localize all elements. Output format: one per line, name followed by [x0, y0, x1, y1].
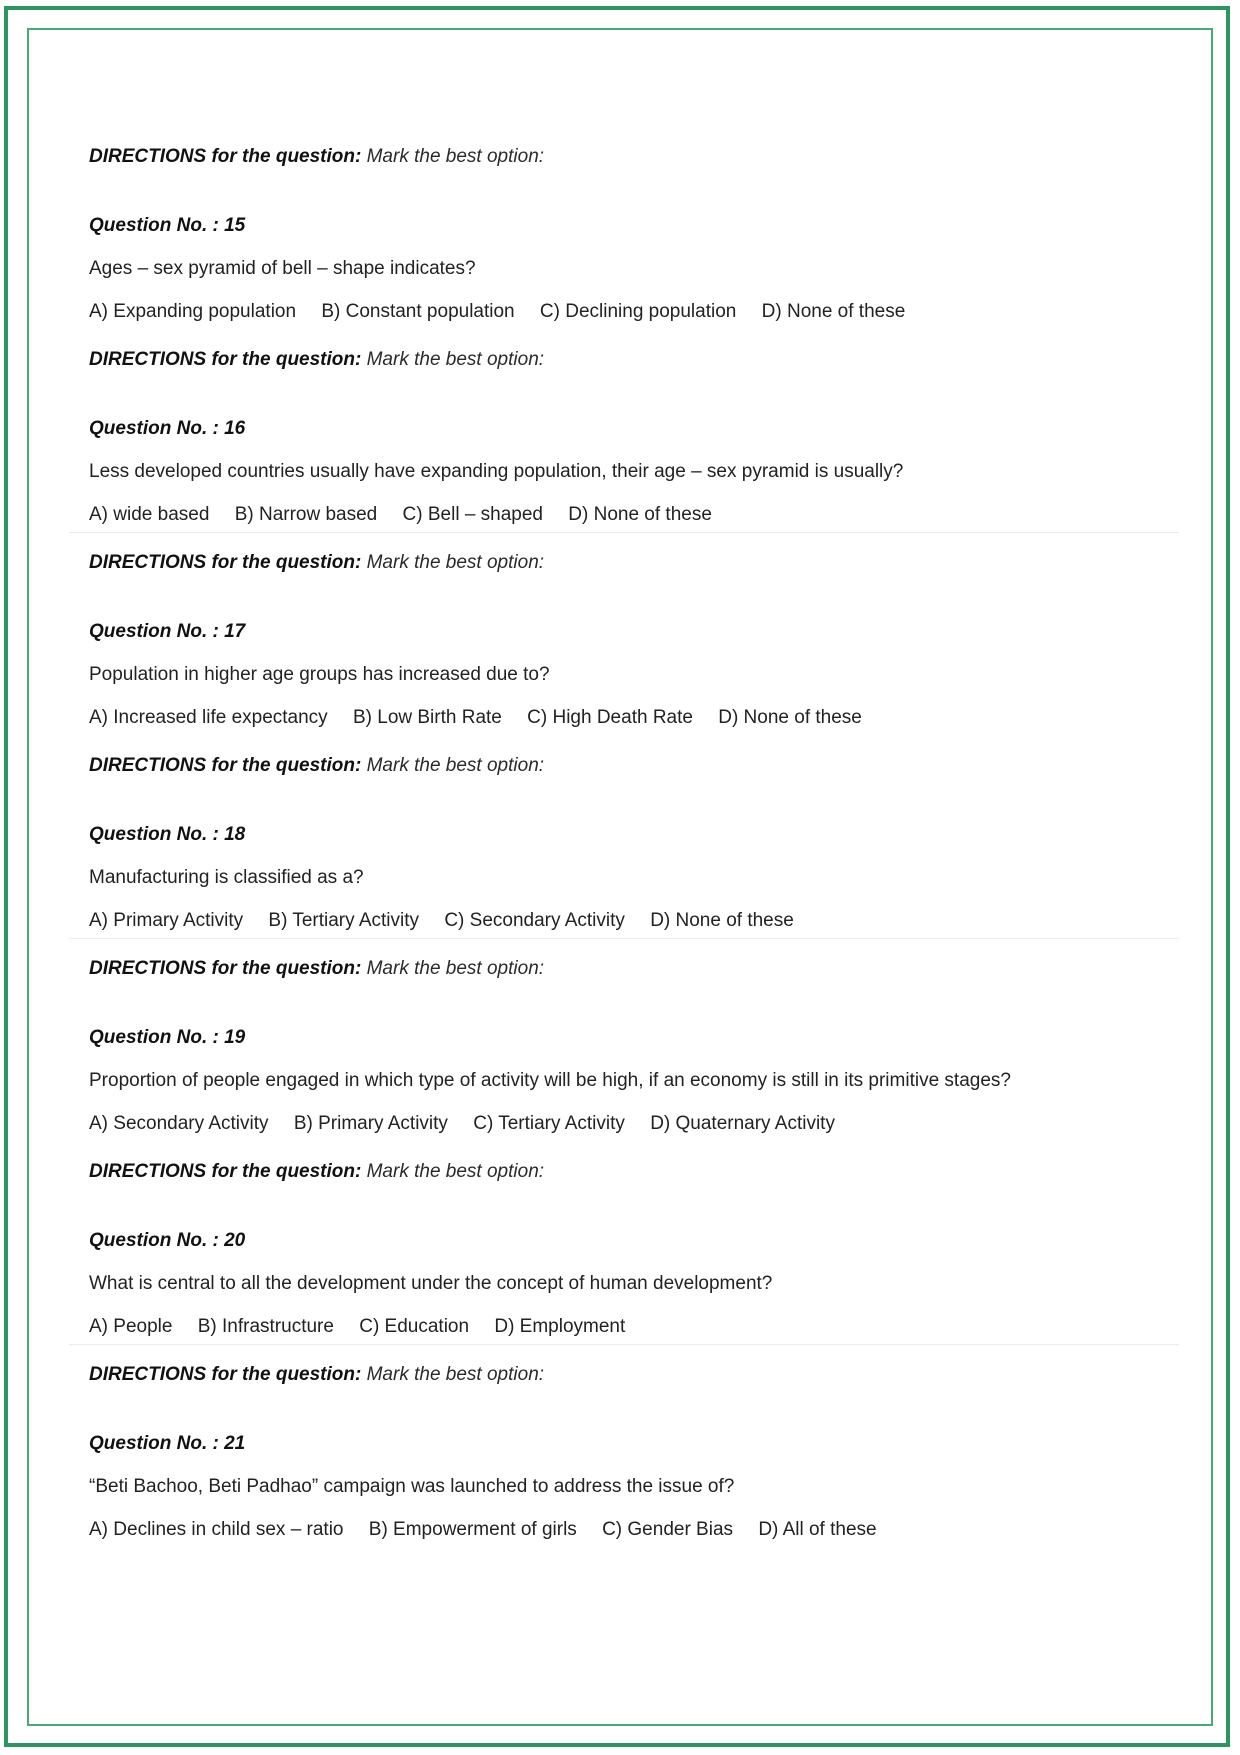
option-b[interactable]: B) Infrastructure — [197, 1316, 334, 1337]
question-text: Population in higher age groups has increased due to? — [89, 664, 550, 685]
divider — [69, 938, 1179, 939]
question-number: Question No. : 15 — [89, 215, 246, 236]
option-d[interactable]: D) None of these — [650, 910, 794, 931]
option-a[interactable]: A) wide based — [89, 504, 210, 525]
option-a[interactable]: A) Increased life expectancy — [89, 707, 328, 728]
option-b[interactable]: B) Low Birth Rate — [352, 707, 502, 728]
question-text: Proportion of people engaged in which type of activity will be high, if an economy is still in its primitive stages? — [89, 1070, 1011, 1091]
option-a[interactable]: A) Primary Activity — [89, 910, 244, 931]
option-d[interactable]: D) None of these — [568, 504, 712, 525]
option-d[interactable]: D) Employment — [494, 1316, 626, 1337]
options-row — [89, 504, 732, 526]
question-text: Less developed countries usually have expanding population, their age – sex pyramid is usually? — [89, 461, 904, 482]
option-b[interactable]: B) Tertiary Activity — [268, 910, 420, 931]
option-d[interactable]: D) All of these — [758, 1519, 877, 1540]
question-text: Manufacturing is classified as a? — [89, 867, 364, 888]
directions: DIRECTIONS for the question: Mark the best option: — [89, 958, 545, 979]
question-number: Question No. : 17 — [89, 621, 246, 642]
option-a[interactable]: A) Declines in child sex – ratio — [89, 1519, 344, 1540]
directions: DIRECTIONS for the question: Mark the best option: — [89, 552, 545, 573]
question-number: Question No. : 19 — [89, 1027, 246, 1048]
option-c[interactable]: C) Gender Bias — [602, 1519, 734, 1540]
option-d[interactable]: D) Quaternary Activity — [650, 1113, 835, 1134]
directions: DIRECTIONS for the question: Mark the best option: — [89, 146, 545, 167]
question-number: Question No. : 21 — [89, 1433, 246, 1454]
options-row — [89, 707, 882, 729]
option-a[interactable]: A) People — [89, 1316, 173, 1337]
question-text: “Beti Bachoo, Beti Padhao” campaign was launched to address the issue of? — [89, 1476, 735, 1497]
option-c[interactable]: C) High Death Rate — [527, 707, 693, 728]
option-b[interactable]: B) Narrow based — [234, 504, 378, 525]
option-d[interactable]: D) None of these — [718, 707, 862, 728]
divider — [69, 1344, 1179, 1345]
options-row — [89, 1316, 645, 1338]
options-row — [89, 1519, 897, 1541]
question-text: What is central to all the development under the concept of human development? — [89, 1273, 773, 1294]
question-number: Question No. : 16 — [89, 418, 246, 439]
question-number: Question No. : 18 — [89, 824, 246, 845]
option-b[interactable]: B) Constant population — [321, 301, 515, 322]
directions: DIRECTIONS for the question: Mark the best option: — [89, 755, 545, 776]
directions: DIRECTIONS for the question: Mark the best option: — [89, 1161, 545, 1182]
options-row — [89, 1113, 855, 1135]
option-c[interactable]: C) Secondary Activity — [444, 910, 625, 931]
option-a[interactable]: A) Secondary Activity — [89, 1113, 269, 1134]
directions: DIRECTIONS for the question: Mark the best option: — [89, 349, 545, 370]
option-c[interactable]: C) Bell – shaped — [402, 504, 543, 525]
options-row — [89, 910, 814, 932]
directions: DIRECTIONS for the question: Mark the best option: — [89, 1364, 545, 1385]
question-number: Question No. : 20 — [89, 1230, 246, 1251]
option-b[interactable]: B) Empowerment of girls — [368, 1519, 577, 1540]
option-c[interactable]: C) Tertiary Activity — [473, 1113, 625, 1134]
option-d[interactable]: D) None of these — [761, 301, 906, 322]
option-c[interactable]: C) Education — [359, 1316, 470, 1337]
option-a[interactable]: A) Expanding population — [89, 301, 297, 322]
question-text: Ages – sex pyramid of bell – shape indicates? — [89, 258, 476, 279]
option-b[interactable]: B) Primary Activity — [293, 1113, 448, 1134]
option-c[interactable]: C) Declining population — [539, 301, 737, 322]
options-row — [89, 301, 925, 323]
divider — [69, 532, 1179, 533]
